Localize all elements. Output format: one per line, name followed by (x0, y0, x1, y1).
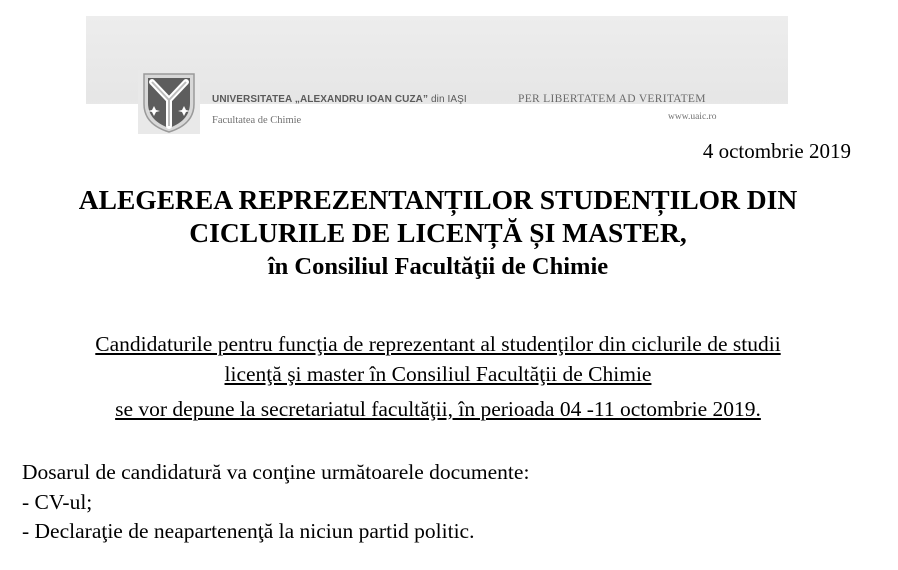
required-documents (22, 458, 529, 547)
notice-line-1: Candidaturile pentru funcţia de reprezentant al studenţilor din ciclurile de studii (95, 332, 781, 356)
list-item: - CV-ul; (22, 489, 93, 514)
documents-intro: Dosarul de candidatură va conţine următoarele documente: (22, 460, 530, 484)
university-motto: PER LIBERTATEM AD VERITATEM (518, 93, 706, 105)
document-date: 4 octombrie 2019 (702, 139, 851, 163)
university-name-main: UNIVERSITATEA „ALEXANDRU IOAN CUZA” (212, 94, 429, 105)
title-line-2: CICLURILE DE LICENȚĂ ȘI MASTER, (189, 217, 687, 248)
document-title (0, 183, 876, 285)
faculty-name: Facultatea de Chimie (212, 115, 302, 126)
notice-line-2: licenţă şi master în Consiliul Facultăţii de Chimie (224, 362, 652, 386)
notice-line-3: se vor depune la secretariatul facultăţii, în perioada 04 -11 octombrie 2019. (115, 397, 761, 421)
title-line-1: ALEGEREA REPREZENTANȚILOR STUDENȚILOR DIN (78, 184, 798, 215)
university-name-suffix: din IAŞI (430, 94, 467, 105)
title-line-3: în Consiliul Facultăţii de Chimie (267, 253, 609, 280)
university-website: www.uaic.ro (668, 112, 717, 122)
list-item: - Declaraţie de neapartenenţă la niciun partid politic. (22, 519, 475, 543)
university-crest-icon (138, 70, 200, 134)
letterhead-banner (86, 16, 788, 134)
candidacy-notice (0, 329, 876, 424)
university-name (212, 94, 467, 105)
